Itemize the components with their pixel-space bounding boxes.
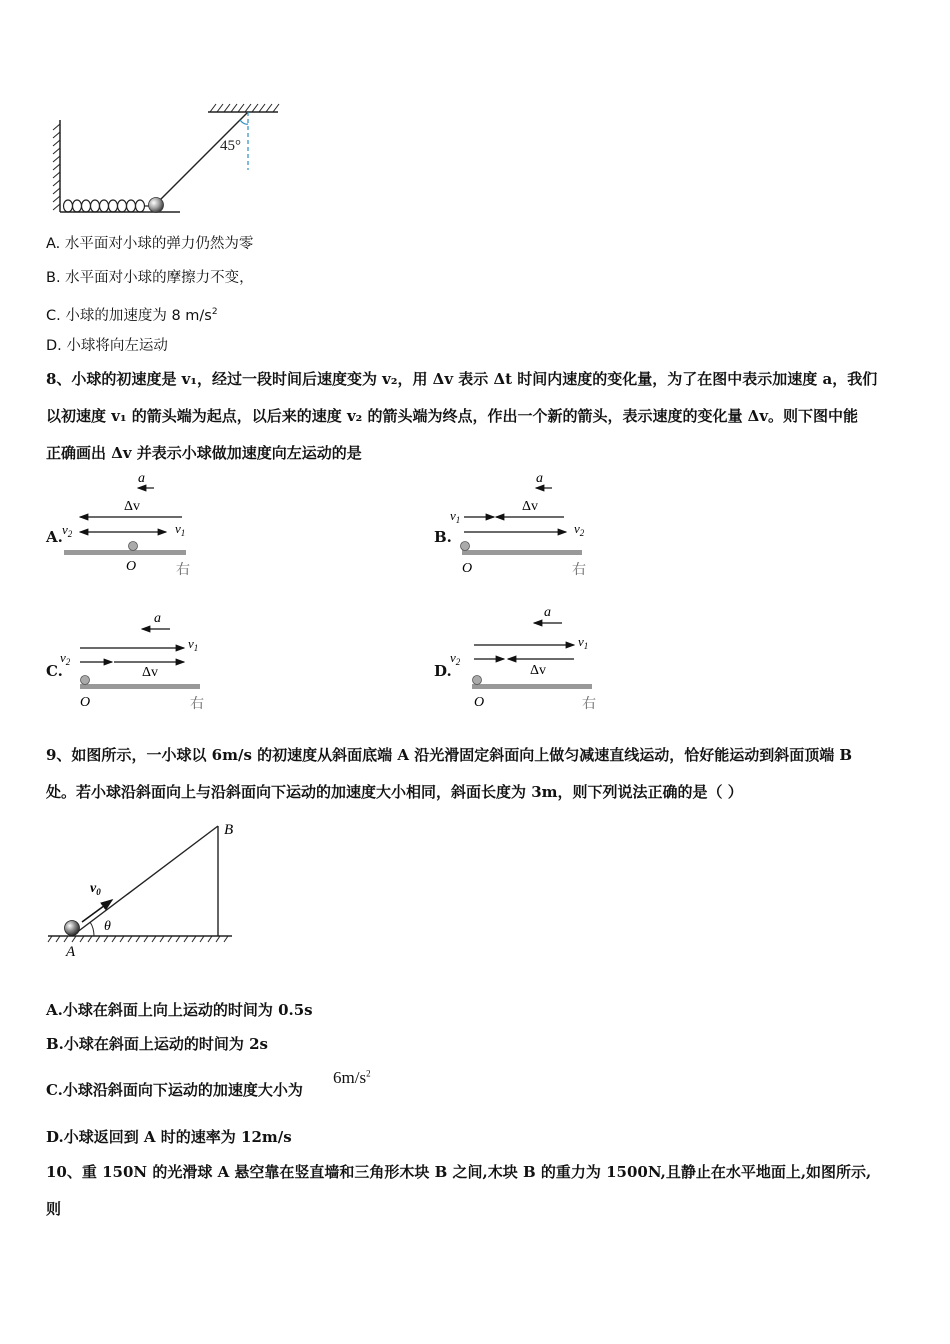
q8-option-c-label: C. <box>46 662 63 680</box>
q9-c-value-sup: 2 <box>366 1068 371 1079</box>
q8-option-b-label: B. <box>434 528 452 546</box>
incline-figure <box>44 816 244 962</box>
q9-option-a: A.小球在斜面上向上运动的时间为 0.5s <box>46 1001 313 1019</box>
svg-text:v1 <box>175 521 185 538</box>
point-a-label: A <box>66 944 76 960</box>
accel-label: a <box>138 471 145 486</box>
q8-text-line3: 正确画出 Δv 并表示小球做加速度向左运动的是 <box>46 444 362 462</box>
q8-text-line2: 以初速度 v₁ 的箭头端为起点，以后来的速度 v₂ 的箭头端为终点，作出一个新的箭头，表示速度的变化量 Δv。则下图中能 <box>46 407 859 425</box>
right-label: 右 <box>582 697 596 712</box>
q7-option-d: D. 小球将向左运动 <box>46 338 168 354</box>
q7-option-a: A. 水平面对小球的弹力仍然为零 <box>46 236 254 252</box>
q7-option-c-text: C. 小球的加速度为 8 m/s <box>46 307 212 324</box>
angle-label: 45° <box>220 138 241 154</box>
v1-sub: 1 <box>583 641 589 651</box>
origin-label: O <box>462 561 473 576</box>
q8-text-line1: 8、小球的初速度是 v₁，经过一段时间后速度变为 v₂，用 Δv 表示 Δt 时间内速度的变化量，为了在图中表示加速度 a，我们 <box>46 370 878 388</box>
dv-label: Δv <box>530 663 547 678</box>
accel-label: a <box>154 611 161 626</box>
accel-label: a <box>536 471 543 486</box>
v2-sub: 2 <box>67 529 73 539</box>
v2-sub: 2 <box>65 657 71 667</box>
v1-label: v <box>188 636 194 651</box>
accel-label: a <box>544 605 551 620</box>
origin-label: O <box>474 695 485 710</box>
dv-label: Δv <box>124 499 141 514</box>
theta-label: θ <box>104 919 111 934</box>
v0-label: v <box>90 881 97 896</box>
svg-text:v2 <box>60 650 71 667</box>
svg-text:v1 <box>450 508 460 525</box>
v1-label: v <box>578 634 584 649</box>
q8-diagram-c <box>58 600 218 714</box>
svg-text:v2 <box>450 650 461 667</box>
q10-text-line2: 则 <box>46 1200 62 1218</box>
v1-sub: 1 <box>180 528 186 538</box>
dv-label: Δv <box>142 665 159 680</box>
svg-text:v1 <box>578 634 588 651</box>
q8-diagram-a <box>58 466 208 578</box>
point-b-label: B <box>224 822 234 838</box>
q9-c-value-text: 6m/s <box>333 1068 367 1087</box>
v1-sub: 1 <box>193 643 199 653</box>
origin-label: O <box>80 695 91 710</box>
svg-text:v2 <box>62 522 73 539</box>
v2-label: v <box>574 521 580 536</box>
right-label: 右 <box>190 697 204 712</box>
q9-text-line2: 处。若小球沿斜面向上与沿斜面向下运动的加速度大小相同，斜面长度为 3m，则下列说法正确的是（ ） <box>46 783 743 801</box>
svg-text:v2 <box>574 521 585 538</box>
v2-label: v <box>60 650 66 665</box>
dv-label: Δv <box>522 499 539 514</box>
right-label: 右 <box>176 563 190 578</box>
svg-text:v0 <box>90 881 101 897</box>
q10-text-line1: 10、重 150N 的光滑球 A 悬空靠在竖直墙和三角形木块 B 之间,木块 B 的重力为 1500N,且静止在水平地面上,如图所示, <box>46 1163 872 1181</box>
q8-diagram-b <box>448 466 598 578</box>
v2-sub: 2 <box>579 528 585 538</box>
q7-option-b: B. 水平面对小球的摩擦力不变， <box>46 270 254 286</box>
q8-option-a-label: A. <box>46 528 63 546</box>
q9-option-c: C.小球沿斜面向下运动的加速度大小为 <box>46 1081 303 1099</box>
spring-wall-figure <box>40 98 290 220</box>
q8-diagram-d <box>448 598 608 714</box>
q7-option-c-sup: 2 <box>211 307 218 317</box>
q9-option-c-value <box>333 1068 371 1088</box>
right-label: 右 <box>572 563 586 578</box>
origin-label: O <box>126 559 137 574</box>
v2-sub: 2 <box>455 657 461 667</box>
v1-label: v <box>450 508 456 523</box>
q8-option-d-label: D. <box>434 662 452 680</box>
v2-label: v <box>62 522 68 537</box>
svg-text:v1 <box>188 636 198 653</box>
v1-sub: 1 <box>455 515 461 525</box>
q9-option-b: B.小球在斜面上运动的时间为 2s <box>46 1035 269 1053</box>
v0-sub: 0 <box>96 887 101 897</box>
q9-text-line1: 9、如图所示，一小球以 6m/s 的初速度从斜面底端 A 沿光滑固定斜面向上做匀减速直线运动，恰好能运动到斜面顶端 B <box>46 746 853 764</box>
q7-option-c <box>46 302 218 326</box>
v2-label: v <box>450 650 456 665</box>
q9-option-d: D.小球返回到 A 时的速率为 12m/s <box>46 1128 292 1146</box>
v1-label: v <box>175 521 181 536</box>
